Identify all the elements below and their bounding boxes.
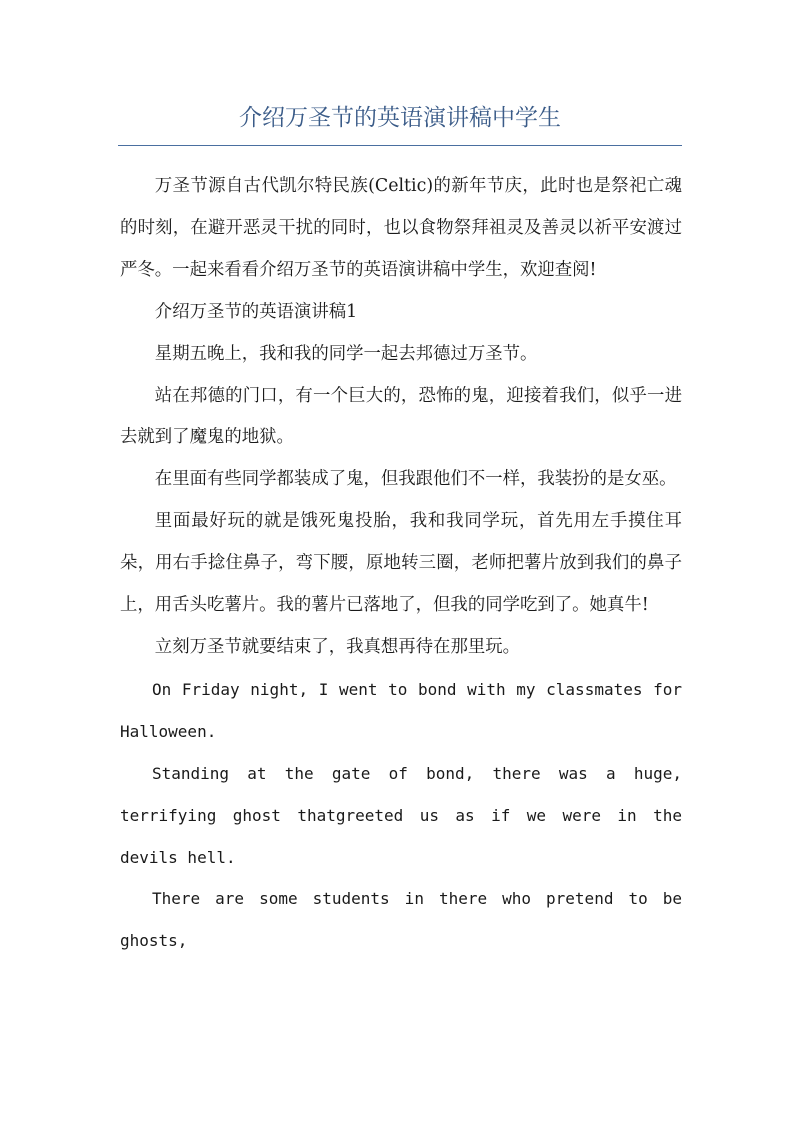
body-paragraph: 里面最好玩的就是饿死鬼投胎，我和我同学玩，首先用左手摸住耳朵，用右手捻住鼻子，弯下腰，原地转三圈，老师把薯片放到我们的鼻子上，用舌头吃薯片。我的薯片已落地了，但我的同学吃到了。她真牛! <box>120 511 682 616</box>
body-paragraph: 在里面有些同学都装成了鬼，但我跟他们不一样，我装扮的是女巫。 <box>154 469 677 490</box>
intro-paragraph: 万圣节源自古代凯尔特民族(Celtic)的新年节庆，此时也是祭祀亡魂的时刻，在避开恶灵干扰的同时，也以食物祭拜祖灵及善灵以祈平安渡过严冬。一起来看看介绍万圣节的英语演讲稿中学生，欢迎查阅! <box>120 176 682 280</box>
english-paragraph: There are some students in there who pretend to be ghosts, <box>120 889 682 951</box>
document-body <box>120 166 682 962</box>
section-heading: 介绍万圣节的英语演讲稿1 <box>154 301 358 322</box>
english-paragraph: Standing at the gate of bond, there was a huge, terrifying ghost thatgreeted us as if we were in the devils hell. <box>120 763 682 867</box>
body-paragraph: 站在邦德的门口，有一个巨大的，恐怖的鬼，迎接着我们，似乎一进去就到了魔鬼的地狱。 <box>120 385 682 448</box>
title-underline <box>118 145 682 146</box>
english-paragraph: On Friday night, I went to bond with my classmates for Halloween. <box>120 679 682 741</box>
body-paragraph: 立刻万圣节就要结束了，我真想再待在那里玩。 <box>154 636 521 657</box>
document-title: 介绍万圣节的英语演讲稿中学生 <box>239 105 561 131</box>
body-paragraph: 星期五晚上，我和我的同学一起去邦德过万圣节。 <box>154 343 538 364</box>
